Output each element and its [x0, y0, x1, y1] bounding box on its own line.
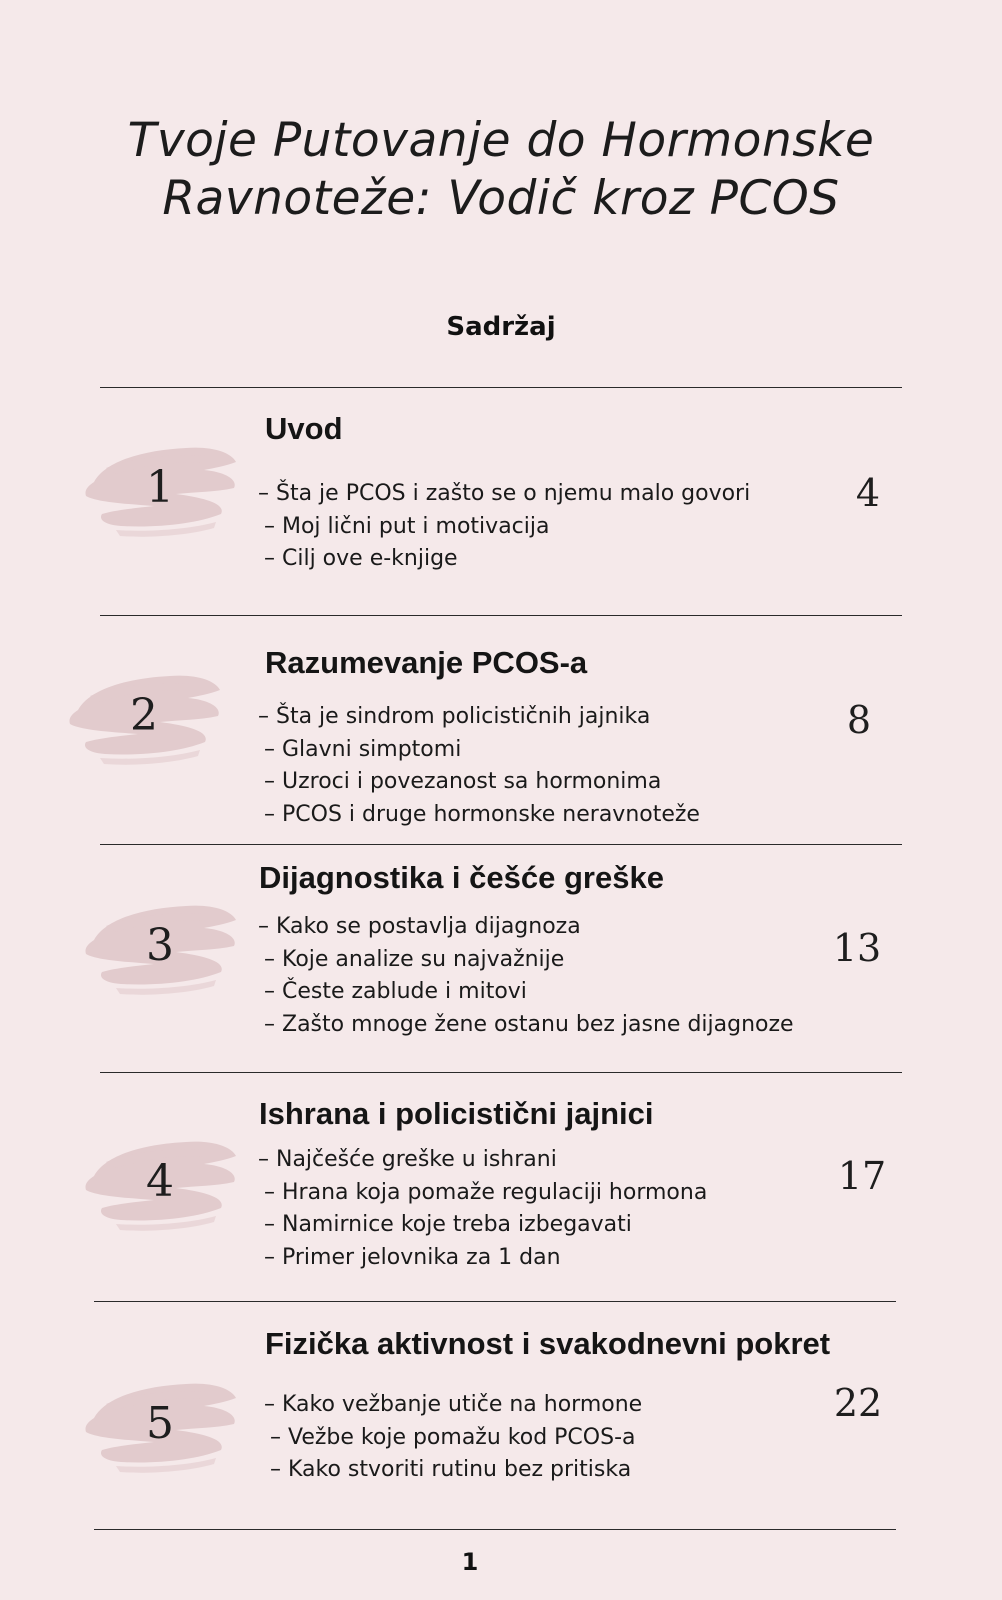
section-number: 2 [130, 690, 158, 741]
list-item: – Primer jelovnika za 1 dan [264, 1244, 561, 1270]
page-number: 22 [833, 1381, 883, 1425]
section-items [264, 1389, 642, 1487]
divider [100, 387, 902, 388]
section-items [258, 911, 794, 1041]
divider [100, 615, 902, 616]
section-title: Razumevanje PCOS-a [265, 645, 588, 680]
list-item: – PCOS i druge hormonske neravnoteže [264, 801, 700, 827]
list-item: – Moj lični put i motivacija [264, 513, 550, 539]
list-item: – Koje analize su najvažnije [264, 946, 565, 972]
page-number: 4 [855, 471, 881, 515]
list-item: – Kako stvoriti rutinu bez pritiska [270, 1457, 632, 1483]
divider [94, 1301, 896, 1302]
document-title [0, 112, 1002, 228]
list-item: – Hrana koja pomaže regulaciji hormona [264, 1179, 708, 1205]
page-number: 13 [832, 926, 882, 970]
list-item: – Najčešće greške u ishrani [258, 1147, 557, 1172]
footer-page-number: 1 [461, 1548, 479, 1576]
divider [94, 1529, 896, 1530]
section-title: Fizička aktivnost i svakodnevni pokret [265, 1326, 831, 1361]
section-number: 3 [146, 920, 174, 971]
list-item: – Šta je PCOS i zašto se o njemu malo govori [258, 481, 751, 506]
list-item: – Glavni simptomi [264, 736, 462, 762]
section-items [258, 478, 750, 576]
title-line-2: Ravnoteže: Vodič kroz PCOS [162, 171, 840, 226]
list-item: – Šta je sindrom policističnih jajnika [258, 704, 651, 729]
toc-heading: Sadržaj [446, 312, 556, 342]
list-item: – Vežbe koje pomažu kod PCOS-a [270, 1424, 636, 1450]
section-title: Ishrana i policistični jajnici [259, 1096, 654, 1131]
list-item: – Cilj ove e-knjige [264, 546, 458, 572]
list-item: – Uzroci i povezanost sa hormonima [264, 769, 662, 795]
page-number: 8 [846, 698, 872, 742]
section-items [258, 1144, 707, 1274]
list-item: – Česte zablude i mitovi [264, 979, 527, 1005]
section-title: Dijagnostika i češće greške [259, 860, 664, 895]
divider [100, 844, 902, 845]
section-number: 4 [146, 1156, 174, 1207]
section-number: 1 [146, 462, 174, 513]
section-number: 5 [146, 1398, 174, 1449]
page-number: 17 [837, 1154, 887, 1198]
divider [100, 1072, 902, 1073]
list-item: – Zašto mnoge žene ostanu bez jasne dijagnoze [264, 1011, 794, 1037]
title-line-1: Tvoje Putovanje do Hormonske [127, 113, 875, 168]
section-title: Uvod [265, 411, 343, 446]
list-item: – Namirnice koje treba izbegavati [264, 1212, 632, 1238]
section-items [258, 701, 700, 831]
list-item: – Kako se postavlja dijagnoza [258, 914, 581, 939]
list-item: – Kako vežbanje utiče na hormone [264, 1392, 643, 1417]
